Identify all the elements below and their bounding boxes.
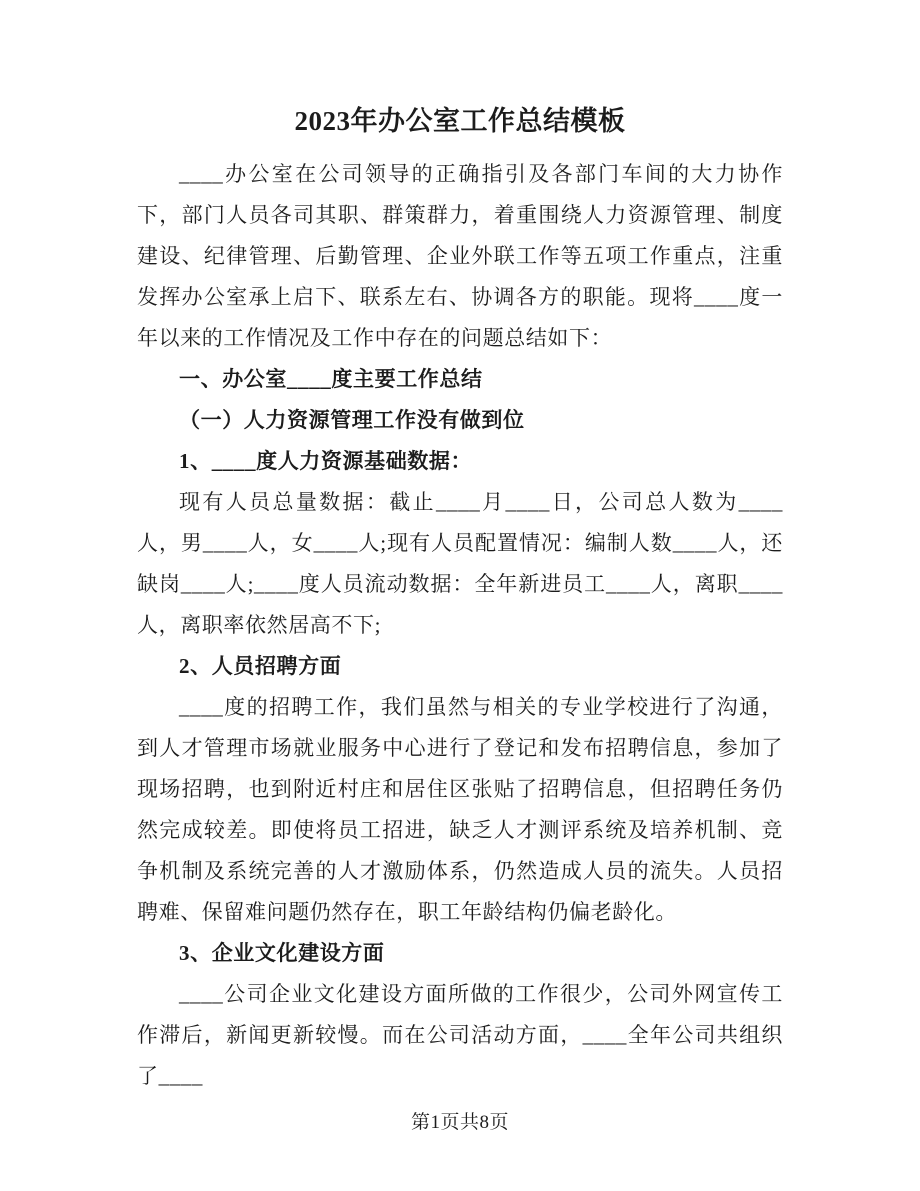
- paragraph: （一）人力资源管理工作没有做到位: [179, 408, 525, 432]
- document-title: 2023年办公室工作总结模板: [294, 106, 626, 136]
- paragraph: 1、____度人力资源基础数据：: [179, 449, 473, 473]
- document-content: [137, 104, 783, 1097]
- paragraph: ____度的招聘工作，我们虽然与相关的专业学校进行了沟通，到人才管理市场就业服务中心进行了登记和发布招聘信息，参加了现场招聘，也到附近村庄和居住区张贴了招聘信息，但招聘任务仍然完成较差。即使将员工招进，缺乏人才测评系统及培养机制、竞争机制及系统完善的人才激励体系，仍然造成人员的流失。人员招聘难、保留难问题仍然存在，职工年龄结构仍偏老龄化。: [137, 695, 783, 924]
- document-body: [137, 154, 783, 1097]
- paragraph: ____办公室在公司领导的正确指引及各部门车间的大力协作下，部门人员各司其职、群策群力，着重围绕人力资源管理、制度建设、纪律管理、后勤管理、企业外联工作等五项工作重点，注重发挥办公室承上启下、联系左右、协调各方的职能。现将____度一年以来的工作情况及工作中存在的问题总结如下：: [137, 162, 783, 350]
- page-number-footer: 第1页共8页: [410, 1112, 509, 1133]
- paragraph: 现有人员总量数据：截止____月____日，公司总人数为____人，男____人，女____人;现有人员配置情况：编制人数____人，还缺岗____人;____度人员流动数据：全年新进员工____人，离职____人，离职率依然居高不下;: [137, 490, 783, 637]
- paragraph: ____公司企业文化建设方面所做的工作很少，公司外网宣传工作滞后，新闻更新较慢。而在公司活动方面，____全年公司共组织了____: [137, 982, 783, 1088]
- paragraph: 2、人员招聘方面: [179, 654, 342, 678]
- paragraph: 3、企业文化建设方面: [179, 941, 385, 965]
- paragraph: 一、办公室____度主要工作总结: [179, 367, 483, 391]
